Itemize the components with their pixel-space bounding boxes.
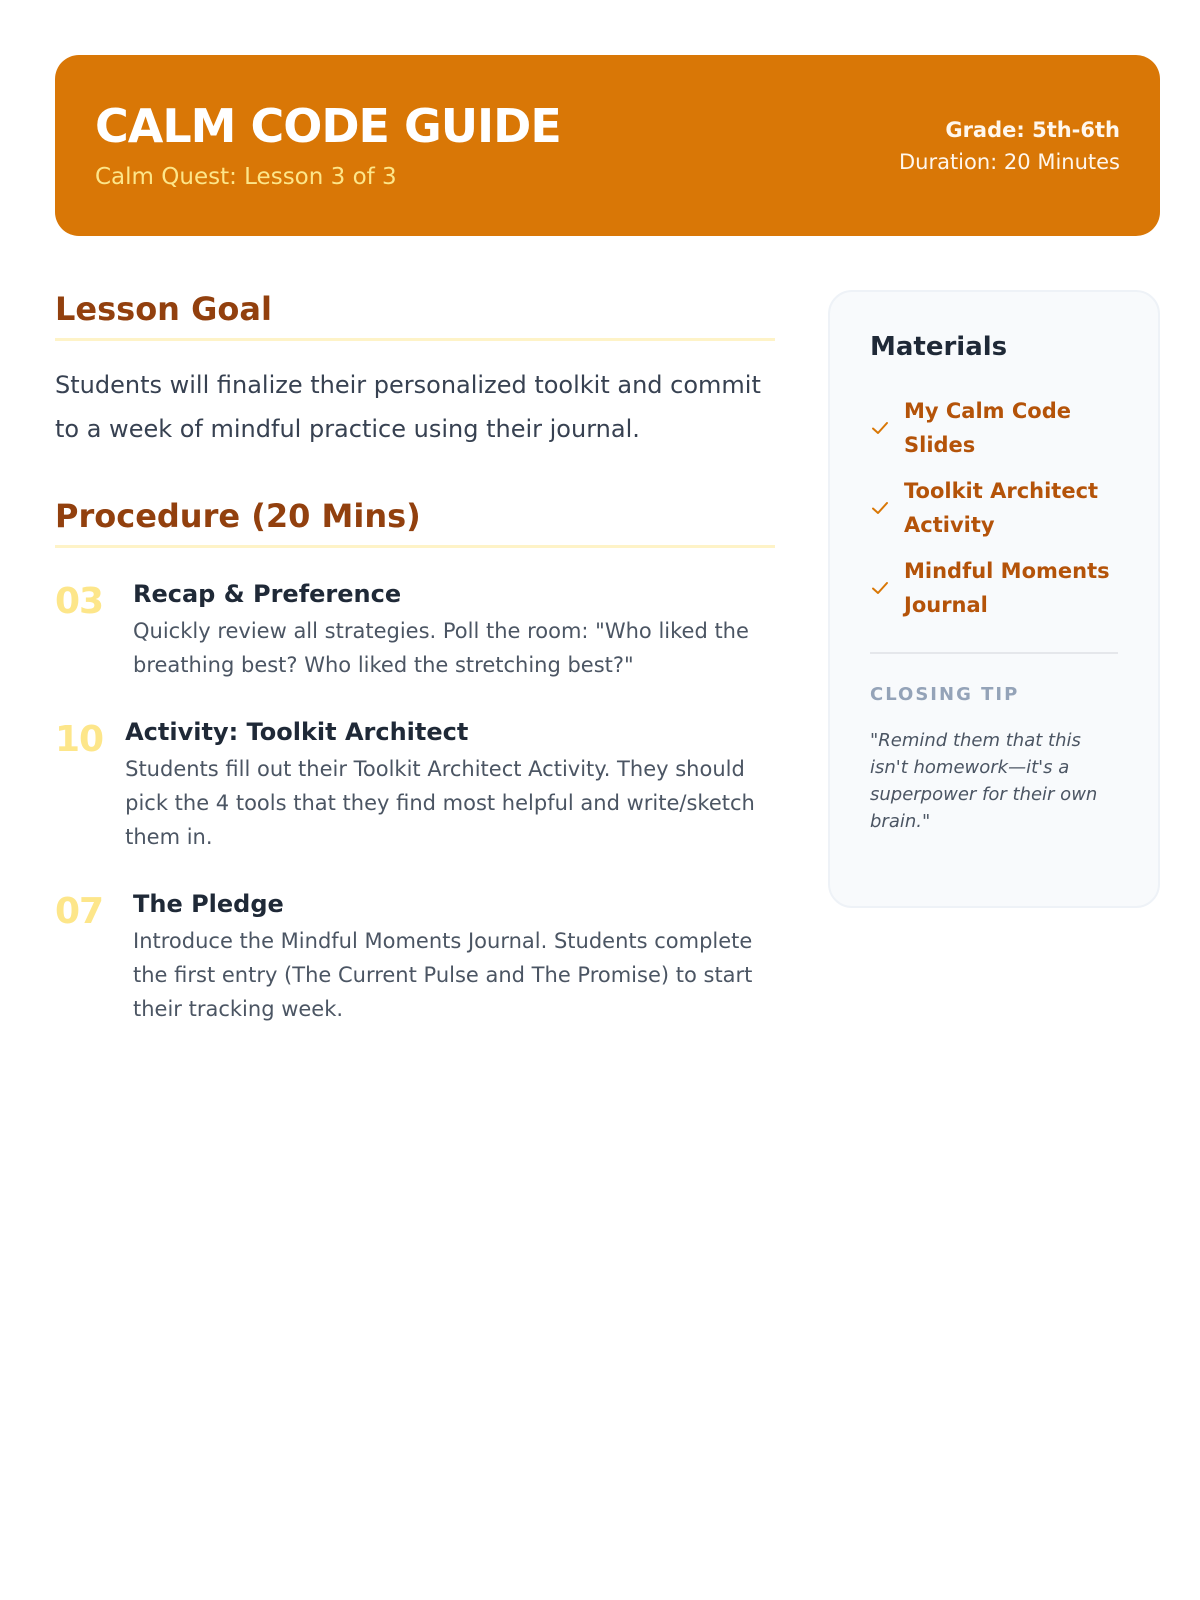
check-icon: [870, 498, 890, 518]
header-meta: [899, 118, 1120, 174]
step-minutes: 03: [55, 581, 104, 622]
step-body: [125, 716, 775, 854]
step-title: The Pledge: [133, 890, 284, 918]
step-title: Activity: Toolkit Architect: [125, 718, 469, 746]
material-label: Toolkit Architect Activity: [904, 479, 1099, 537]
main-column: [55, 290, 775, 1060]
material-label: Mindful Moments Journal: [904, 559, 1110, 617]
material-label: My Calm Code Slides: [904, 399, 1071, 457]
header-left: [95, 101, 561, 190]
material-item: [870, 394, 1118, 462]
step-minutes: 07: [55, 891, 104, 932]
duration-label: Duration: 20 Minutes: [898, 149, 1120, 174]
check-icon: [870, 418, 890, 438]
material-item: [870, 554, 1118, 622]
grade-label: Grade: 5th-6th: [945, 117, 1120, 142]
procedure-step: [55, 888, 775, 1026]
step-body: [133, 888, 775, 1026]
procedure-step: [55, 716, 775, 854]
procedure-heading: Procedure (20 Mins): [55, 497, 775, 548]
step-minutes: 10: [55, 719, 104, 760]
step-title: Recap & Preference: [133, 580, 402, 608]
lesson-subtitle: Calm Quest: Lesson 3 of 3: [95, 163, 397, 190]
step-description: Quickly review all strategies. Poll the room: "Who liked the breathing best? Who liked the stretching best?": [133, 619, 749, 677]
procedure-step: [55, 578, 775, 682]
material-item: [870, 474, 1118, 542]
closing-tip-quote: "Remind them that this isn't homework—it's a superpower for their own brain.": [870, 730, 1098, 832]
step-description: Introduce the Mindful Moments Journal. Students complete the first entry (The Current Pulse and The Promise) to start their tracking week.: [133, 929, 753, 1021]
sidebar-divider: [870, 652, 1118, 654]
materials-heading: Materials: [870, 332, 1008, 362]
check-icon: [870, 578, 890, 598]
step-description: Students fill out their Toolkit Architect Activity. They should pick the 4 tools that they find most helpful and write/sketch them in.: [125, 757, 755, 849]
header-banner: [55, 55, 1160, 236]
step-body: [133, 578, 775, 682]
page-title: CALM CODE GUIDE: [95, 99, 561, 154]
lesson-goal-text: Students will finalize their personalized toolkit and commit to a week of mindful practice using their journal.: [55, 371, 761, 443]
materials-sidebar: [828, 290, 1160, 908]
lesson-goal-heading: Lesson Goal: [55, 290, 775, 341]
closing-tip-label: CLOSING TIP: [870, 684, 1020, 705]
procedure-steps: [55, 578, 775, 1026]
materials-list: [870, 394, 1118, 622]
